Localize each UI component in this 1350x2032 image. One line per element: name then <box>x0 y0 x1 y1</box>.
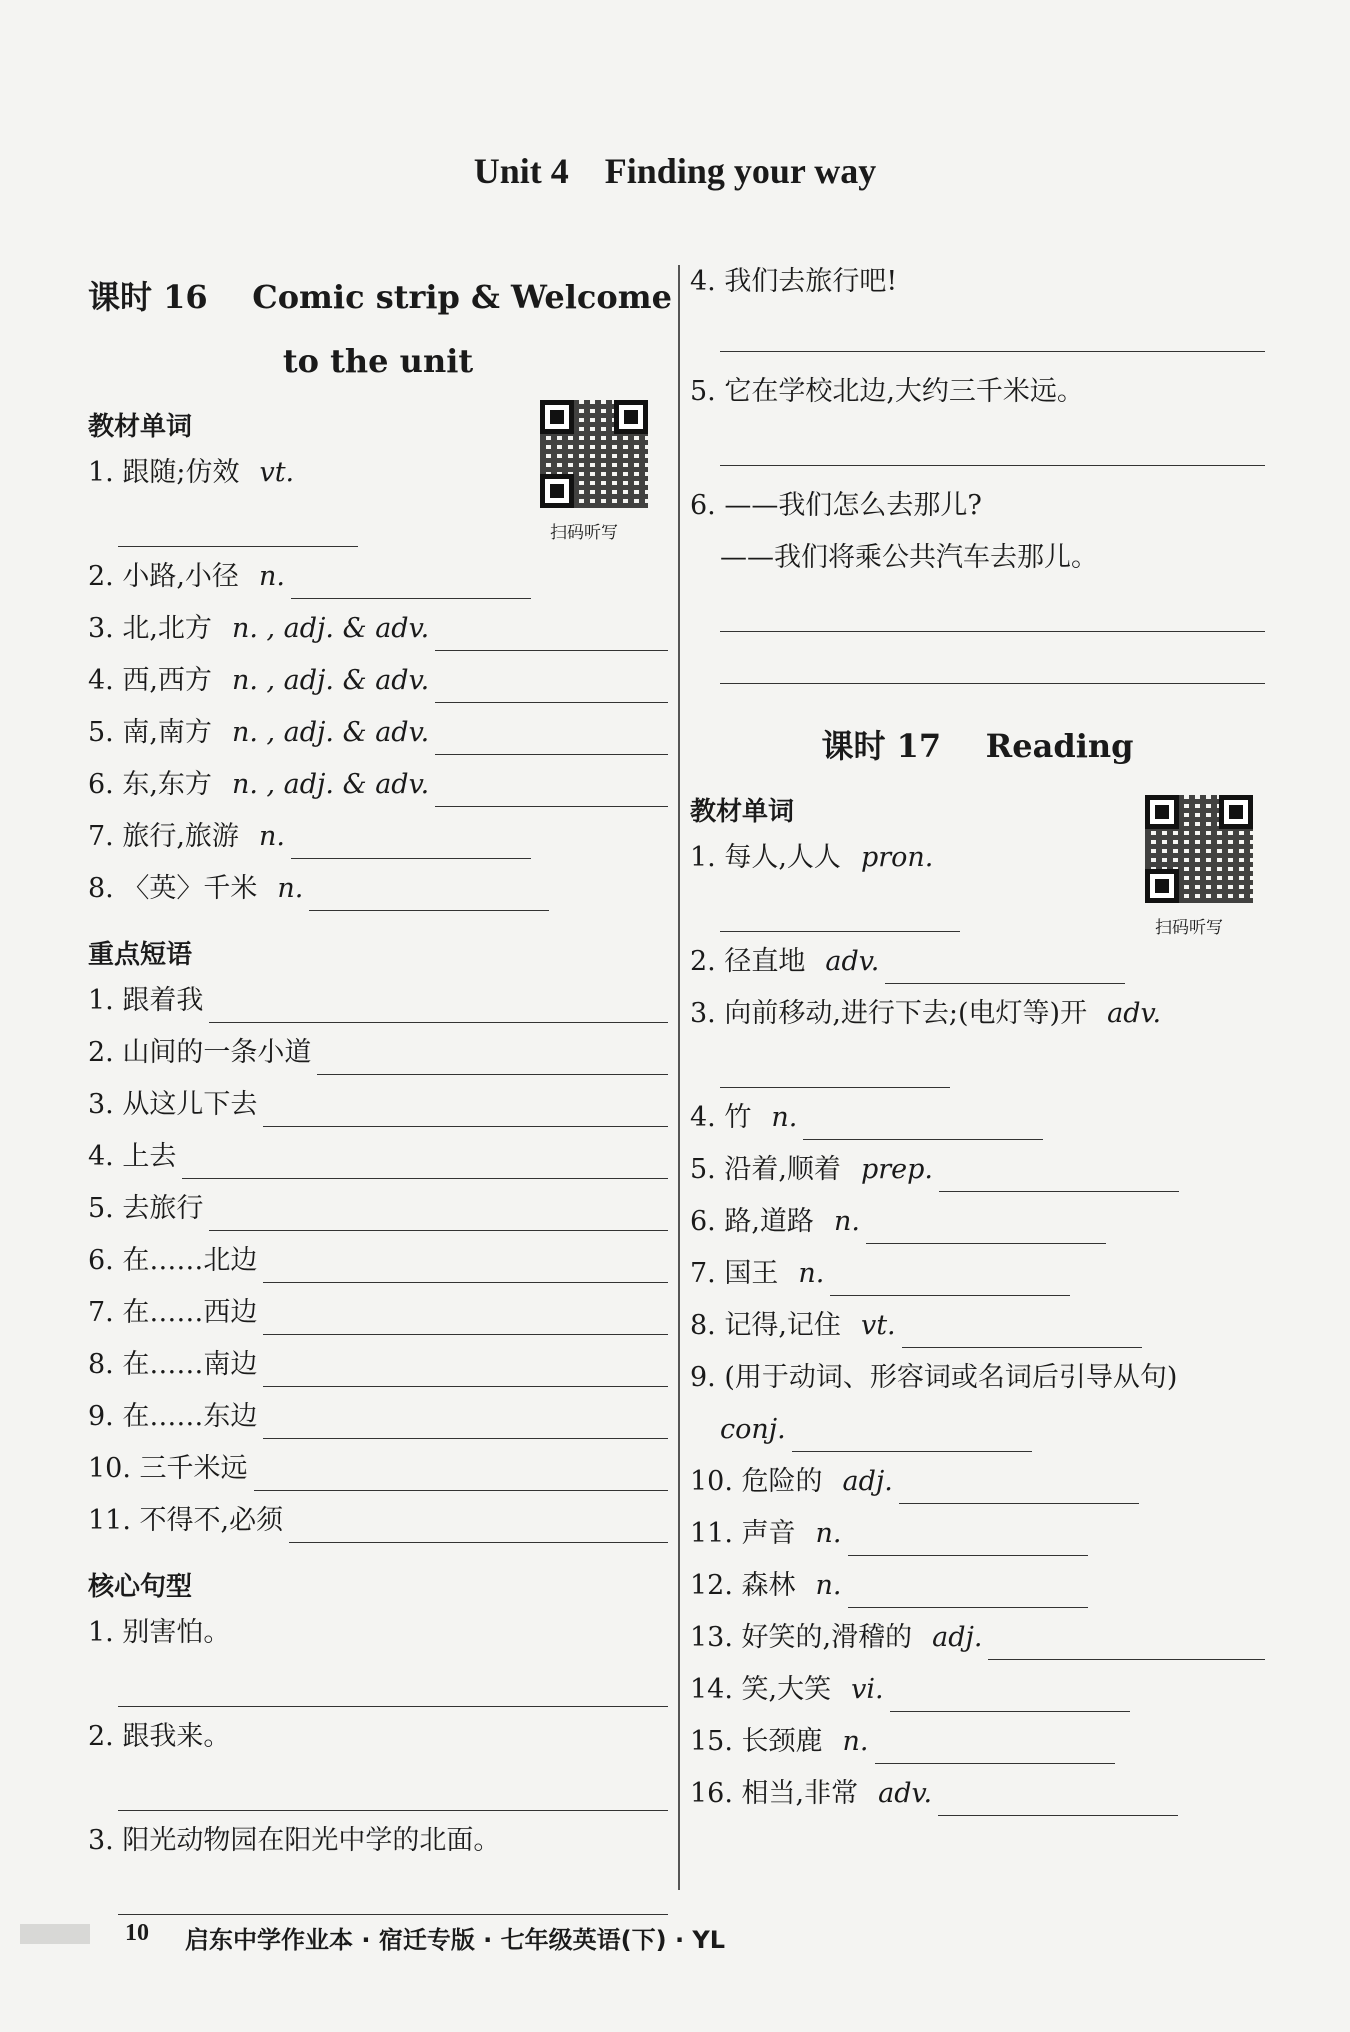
vocab-text: 5. 南,南方 <box>88 717 212 748</box>
answer-blank[interactable] <box>938 1814 1178 1816</box>
vocab-item <box>88 661 668 713</box>
answer-blank[interactable] <box>263 1125 668 1127</box>
answer-blank[interactable] <box>848 1606 1088 1608</box>
vocab-text: 15. 长颈鹿 <box>690 1726 823 1757</box>
phrase-item <box>88 1501 668 1553</box>
vocab-text: 12. 森林 <box>690 1570 796 1601</box>
lesson17-vocab-heading: 教材单词 <box>690 797 795 827</box>
vocab-text: 11. 声音 <box>690 1518 796 1549</box>
vocab-item <box>690 1358 1265 1410</box>
sentence-item <box>88 1613 668 1665</box>
answer-blank[interactable] <box>435 805 668 807</box>
sentence-text: 2. 跟我来。 <box>88 1721 231 1752</box>
vocab-text: 14. 笑,大笑 <box>690 1674 832 1705</box>
answer-blank[interactable] <box>435 701 668 703</box>
vocab-text: 13. 好笑的,滑稽的 <box>690 1622 913 1653</box>
answer-blank[interactable] <box>118 1705 668 1707</box>
phrase-item <box>88 1033 668 1085</box>
vocab-item <box>690 1514 1265 1566</box>
vocab-text: 7. 旅行,旅游 <box>88 821 239 852</box>
answer-blank[interactable] <box>720 930 960 932</box>
vocab-text: 9. (用于动词、形容词或名词后引导从句) <box>690 1362 1178 1393</box>
vocab-pos: adv. <box>1107 998 1162 1029</box>
phrase-text: 9. 在……东边 <box>88 1401 258 1432</box>
answer-blank[interactable] <box>988 1658 1265 1660</box>
qr-label: 扫码听写 <box>1155 918 1223 938</box>
vocab-text: 3. 北,北方 <box>88 613 212 644</box>
answer-blank[interactable] <box>720 1086 950 1088</box>
answer-blank[interactable] <box>118 1913 668 1915</box>
phrase-text: 10. 三千米远 <box>88 1453 248 1484</box>
phrase-item <box>88 1137 668 1189</box>
vocab-pos: n. <box>815 1570 842 1601</box>
phrase-item <box>88 1085 668 1137</box>
vocab-item <box>690 1098 1265 1150</box>
vocab-item <box>88 765 668 817</box>
vocab-text: 2. 小路,小径 <box>88 561 239 592</box>
vocab-pos: n. , adj. & adv. <box>231 769 430 800</box>
vocab-item <box>690 1618 1265 1670</box>
phrase-text: 11. 不得不,必须 <box>88 1505 284 1536</box>
phrase-item <box>88 1449 668 1501</box>
vocab-text: 1. 每人,人人 <box>690 842 841 873</box>
phrase-text: 5. 去旅行 <box>88 1193 204 1224</box>
answer-blank[interactable] <box>720 682 1265 684</box>
vocab-text: 1. 跟随;仿效 <box>88 457 240 488</box>
unit-title: Unit 4 Finding your way <box>473 151 877 191</box>
phrase-text: 2. 山间的一条小道 <box>88 1037 312 1068</box>
sentence-text: 5. 它在学校北边,大约三千米远。 <box>690 376 1084 407</box>
answer-blank[interactable] <box>291 857 531 859</box>
sentence-item <box>690 265 1265 310</box>
vocab-pos: adj. <box>842 1466 893 1497</box>
vocab-item <box>690 1566 1265 1618</box>
answer-row <box>690 590 1265 642</box>
vocab-pos: n. <box>798 1258 825 1289</box>
vocab-pos: prep. <box>860 1154 933 1185</box>
qr-finder <box>1145 795 1179 829</box>
answer-blank[interactable] <box>792 1450 1032 1452</box>
vocab-pos: n. <box>771 1102 798 1133</box>
vocab-pos: n. <box>815 1518 842 1549</box>
vocab-item <box>690 1774 1265 1826</box>
sentence-text: 1. 别害怕。 <box>88 1617 231 1648</box>
answer-blank[interactable] <box>309 909 549 911</box>
qr-finder <box>1219 795 1253 829</box>
phrase-item <box>88 1345 668 1397</box>
phrase-item <box>88 981 668 1033</box>
answer-blank[interactable] <box>435 753 668 755</box>
answer-blank[interactable] <box>720 464 1265 466</box>
vocab-item <box>690 1202 1265 1254</box>
answer-row <box>690 310 1265 362</box>
column-divider <box>678 265 680 1890</box>
sentence-item <box>690 538 1265 590</box>
vocab-pos: n. <box>277 873 304 904</box>
vocab-text: 3. 向前移动,进行下去;(电灯等)开 <box>690 998 1088 1029</box>
qr-finder <box>540 474 574 508</box>
vocab-pos: n. <box>258 821 285 852</box>
lesson16-vocab-heading: 教材单词 <box>88 412 193 442</box>
answer-row <box>88 1665 668 1717</box>
answer-row <box>88 1769 668 1821</box>
vocab-text: 8. 记得,记住 <box>690 1310 841 1341</box>
answer-blank[interactable] <box>902 1346 1142 1348</box>
phrase-text: 1. 跟着我 <box>88 985 204 1016</box>
answer-blank[interactable] <box>263 1437 668 1439</box>
vocab-text: 4. 竹 <box>690 1102 752 1133</box>
lesson16-title-line1: 课时 16 Comic strip & Welcome <box>88 278 672 316</box>
answer-blank[interactable] <box>899 1502 1139 1504</box>
vocab-item <box>690 942 1265 994</box>
answer-blank[interactable] <box>848 1554 1088 1556</box>
vocab-text: 4. 西,西方 <box>88 665 212 696</box>
vocab-pos: n. , adj. & adv. <box>231 717 430 748</box>
phrase-text: 4. 上去 <box>88 1141 177 1172</box>
phrase-text: 6. 在……北边 <box>88 1245 258 1276</box>
answer-blank[interactable] <box>939 1190 1179 1192</box>
vocab-item <box>690 1670 1265 1722</box>
sentence-text: 6. ——我们怎么去那儿? <box>690 490 982 521</box>
answer-blank[interactable] <box>890 1710 1130 1712</box>
vocab-pos: vt. <box>259 457 295 488</box>
vocab-pos: n. <box>842 1726 869 1757</box>
answer-blank[interactable] <box>720 630 1265 632</box>
answer-blank[interactable] <box>317 1073 668 1075</box>
vocab-item <box>690 1150 1265 1202</box>
vocab-pos: n. <box>258 561 285 592</box>
qr-finder <box>614 400 648 434</box>
vocab-text: 2. 径直地 <box>690 946 806 977</box>
answer-blank[interactable] <box>866 1242 1106 1244</box>
lesson16-title-line2: to the unit <box>282 342 474 380</box>
page-number: 10 <box>125 1920 149 1946</box>
answer-blank[interactable] <box>118 545 358 547</box>
answer-blank[interactable] <box>263 1385 668 1387</box>
vocab-text: 6. 东,东方 <box>88 769 212 800</box>
vocab-item <box>690 994 1265 1046</box>
vocab-item <box>690 1410 1265 1462</box>
vocab-pos: n. , adj. & adv. <box>231 613 430 644</box>
vocab-text: 7. 国王 <box>690 1258 779 1289</box>
answer-blank[interactable] <box>720 350 1265 352</box>
vocab-item <box>690 1254 1265 1306</box>
phrase-text: 7. 在……西边 <box>88 1297 258 1328</box>
vocab-item <box>690 1462 1265 1514</box>
vocab-pos: adv. <box>878 1778 933 1809</box>
vocab-text: 8. 〈英〉千米 <box>88 873 258 904</box>
vocab-text: 5. 沿着,顺着 <box>690 1154 841 1185</box>
answer-blank[interactable] <box>830 1294 1070 1296</box>
lesson16-phrase-heading: 重点短语 <box>88 940 193 970</box>
phrase-text: 8. 在……南边 <box>88 1349 258 1380</box>
answer-blank[interactable] <box>182 1177 668 1179</box>
answer-blank[interactable] <box>289 1541 668 1543</box>
vocab-pos: vt. <box>860 1310 896 1341</box>
answer-row <box>88 1873 668 1925</box>
vocab-item <box>88 869 668 921</box>
left-column <box>88 265 672 1925</box>
phrase-item <box>88 1397 668 1449</box>
answer-row <box>690 642 1265 694</box>
phrase-item <box>88 1189 668 1241</box>
answer-blank[interactable] <box>803 1138 1043 1140</box>
answer-blank[interactable] <box>209 1021 668 1023</box>
vocab-pos: n. , adj. & adv. <box>231 665 430 696</box>
sentence-item <box>88 1717 668 1769</box>
answer-row <box>690 1046 1265 1098</box>
right-column <box>690 265 1265 1826</box>
phrase-item <box>88 1241 668 1293</box>
vocab-item <box>88 557 668 609</box>
vocab-pos: conj. <box>720 1414 786 1445</box>
answer-blank[interactable] <box>263 1281 668 1283</box>
vocab-item <box>88 713 668 765</box>
sentence-text: 4. 我们去旅行吧! <box>690 266 898 297</box>
answer-blank[interactable] <box>291 597 531 599</box>
sentence-item <box>88 1821 668 1873</box>
answer-blank[interactable] <box>263 1333 668 1335</box>
vocab-pos: n. <box>833 1206 860 1237</box>
answer-blank[interactable] <box>118 1809 668 1811</box>
vocab-pos: adv. <box>825 946 880 977</box>
book-title: 启东中学作业本 · 宿迁专版 · 七年级英语(下) · YL <box>185 1926 726 1954</box>
answer-row <box>690 424 1265 476</box>
vocab-text: 6. 路,道路 <box>690 1206 814 1237</box>
sentence-item <box>690 486 1265 538</box>
sentence-item <box>690 372 1265 424</box>
phrase-text: 3. 从这儿下去 <box>88 1089 258 1120</box>
sentence-text: ——我们将乘公共汽车去那儿。 <box>720 542 1098 573</box>
footer-decoration <box>20 1924 90 1944</box>
vocab-text: 10. 危险的 <box>690 1466 823 1497</box>
vocab-pos: adj. <box>932 1622 983 1653</box>
vocab-item <box>690 1722 1265 1774</box>
qr-label: 扫码听写 <box>550 523 618 543</box>
answer-blank[interactable] <box>875 1762 1115 1764</box>
vocab-item <box>88 817 668 869</box>
vocab-pos: vi. <box>851 1674 884 1705</box>
answer-blank[interactable] <box>885 982 1125 984</box>
vocab-item <box>690 1306 1265 1358</box>
answer-blank[interactable] <box>254 1489 668 1491</box>
qr-finder <box>1145 869 1179 903</box>
answer-blank[interactable] <box>209 1229 668 1231</box>
phrase-item <box>88 1293 668 1345</box>
lesson17-title: 课时 17 Reading <box>821 727 1134 765</box>
sentence-text: 3. 阳光动物园在阳光中学的北面。 <box>88 1825 501 1856</box>
lesson16-sentence-heading: 核心句型 <box>88 1572 193 1602</box>
vocab-text: 16. 相当,非常 <box>690 1778 859 1809</box>
vocab-item <box>88 609 668 661</box>
answer-blank[interactable] <box>435 649 668 651</box>
qr-finder <box>540 400 574 434</box>
vocab-pos: pron. <box>860 842 934 873</box>
